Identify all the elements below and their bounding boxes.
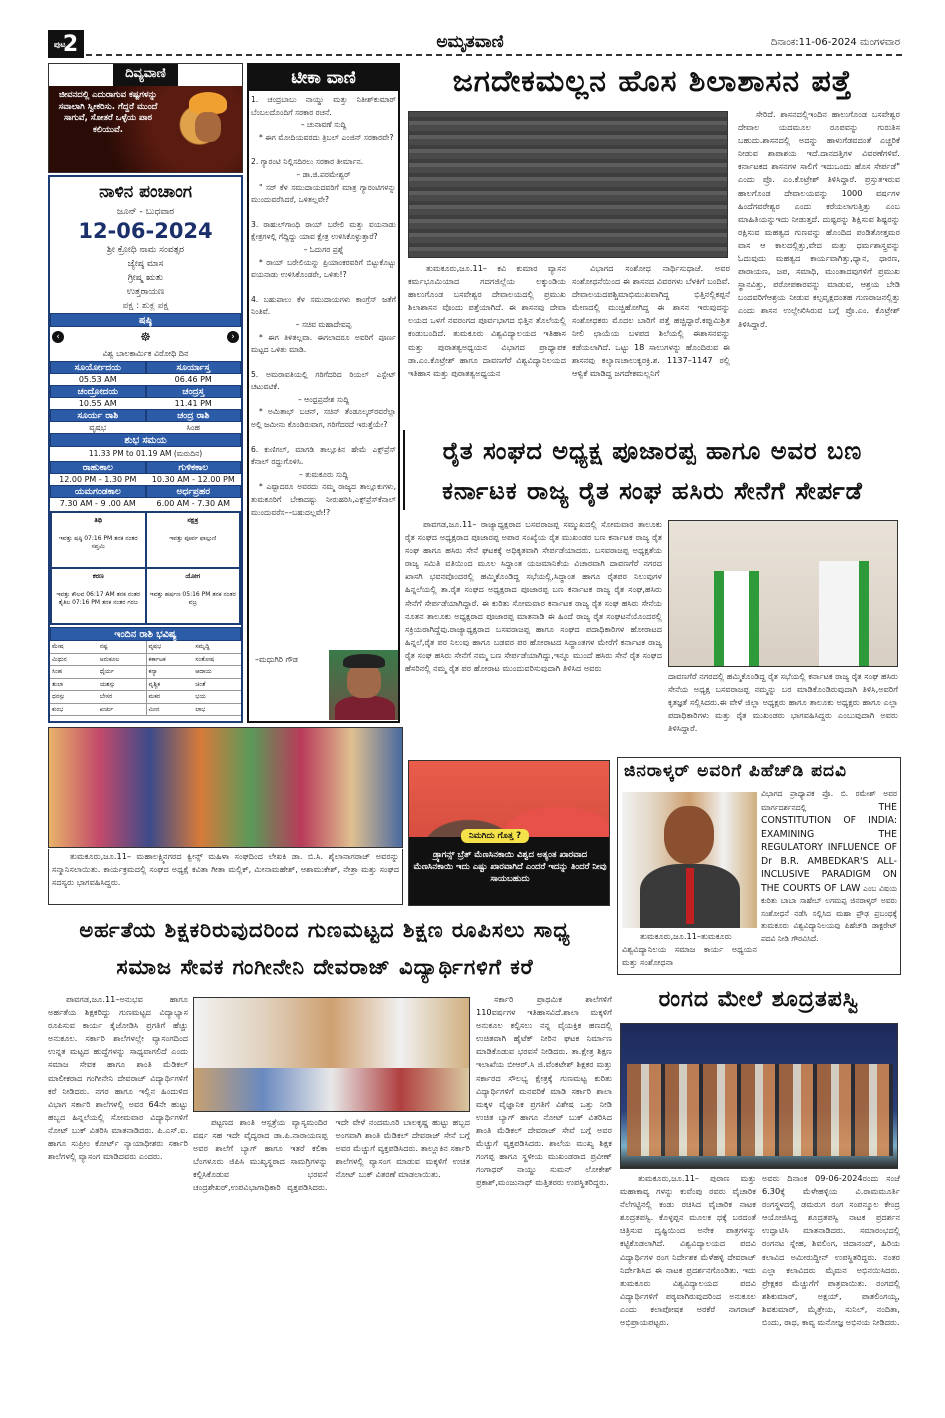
divyavani-box [48, 63, 243, 173]
timing-pair [50, 385, 241, 409]
rashi-prediction: ಸಮೃದ್ಧಿ [193, 641, 241, 654]
phd-story-box [617, 757, 901, 975]
dateline: ದಿನಾಂಕ:11-06-2024 ಮಂಗಳವಾರ [770, 37, 900, 48]
header-divider [86, 54, 902, 56]
timing-label: ಚಂದ್ರ ರಾಶಿ [146, 409, 242, 422]
story3-column: ಪಟ್ಟಣದ ಶಾಂತಿ ಆಸ್ಪತ್ರೆಯ ವ್ಯಾಸ್ಯಮಂದಿರ ವರ್ಷ ಸಹ ಇದೇ ವೈದ್ಯರಾದ ಡಾ.ಪಿ.ನಾರಾಯಣಪ್ಪ ಅವರ ಶಾಲೆಗೆ ಬ್ಯಾಗ್ ಹಾಗೂ ಇತರೆ ಕಲಿಕಾ ಬೆಂಗಳೂರು ಜಿಪಿಸಿ ಮುಖ್ಯಸ್ಥರಾದ ಸಾಮಗ್ರಿಗಳನ್ನು ಕಲ್ಪಿಸಿಕೊಡುವ ಭರವಸೆ ಚಂದ್ರಶೇಖರ್,ಉಪವಿಭಾಗಾಧಿಕಾರಿ ವ್ಯಕ್ತಪಡಿಸಿದರು. ಇದೇ ವೇಳೆ ನಂದಮೂರಿ ಬಾಲಕೃಷ್ಣ ಹುಟ್ಟು ಹಬ್ಬದ ಅಂಗವಾಗಿ ಶಾಂತಿ ಮೆಡಿಕಲ್ ದೇವರಾಜ್ ಸೇನೆ ಬಗ್ಗೆ ಅವರ ಮೆಚ್ಚುಗೆ ವ್ಯಕ್ತಪಡಿಸಿದರು. ತಾಲ್ಲೂಕಿನ ಸರ್ಕಾರಿ ಶಾಲೆಗಳಲ್ಲಿ ವ್ಯಾಸಂಗ ಮಾಡುವ ಮಕ್ಕಳಿಗೆ ಉಚಿತ ನೋಟ್ ಬುಕ್ ವಿತರಣೆ ಮಾಡಲಾಯಿತು. [193, 1117, 470, 1193]
columnist-photo [329, 650, 398, 720]
prev-arrow-icon[interactable]: ‹ [52, 331, 64, 343]
story4-column: ತುಮಕೂರು,ಜೂ.11– ಪುರಾಣ ಮತ್ತು ಮಹಾಕಾವ್ಯ ಗಳನ್ನು ಕುವೆಂಪು ರವರು ವೈಚಾರಿಕ ನೆಲೆಗಟ್ಟಿನಲ್ಲಿ ಕಂಡು ರಚಿಸಿದ ವೈಚಾರಿಕ ನಾಟಕ ಶೂದ್ರತಪಸ್ವಿ. ಕೊಳ್ಳಪ್ಪನ ಮೂಲಕ ಧಕ್ಕೆ ಬರದಂತೆ ಚಿತ್ರಿಸುವ ದೃಷ್ಟಿಯಿಂದ ಅನೇಕ ಪಾತ್ರಗಳನ್ನು ಕಟ್ಟಿಕೊಡಲಾಗಿದೆ. ವಿಶ್ವವಿದ್ಯಾಲಯದ ಪದವಿ ವಿದ್ಯಾರ್ಥಿಗಳ ರಂಗ ನಿರ್ದೇಶಕ ಮೆಳೆಹಳ್ಳಿ ದೇವರಾಜ್ ನಿರ್ದೇಶಿಸಿದ ಈ ನಾಟಕ ಪ್ರದರ್ಶನಗೊಂಡಿತು. ಇದು ತುಮಕೂರು ವಿಶ್ವವಿದ್ಯಾಲಯದ ಪದವಿ ವಿದ್ಯಾರ್ಥಿಗಳಿಗೆ ಪಠ್ಯವಾಗಿರುವುದರಿಂದ ಅನುಕೂಲ ಎಂದು ಕಲಾಪೋಷಕ ಅರಕೆರೆ ನಾಗರಾಜ್ ಅಭಿಪ್ರಾಯಪಟ್ಟರು. [620, 1173, 756, 1328]
rashi-name: ವೃಶ್ಚಿಕ [146, 679, 194, 692]
rashi-prediction: ಅನುಕೂಲ [98, 654, 146, 667]
story1-column: ವಿಭಾಗದ ಸಂಶೋಧ ನಾರ್ಥಿಸುಧಾಜೆ. ಅವರ ಸಂಶೋಧನೆಯಿಂದ ಈ ಶಾಸನದ ವಿವರಗಳು ಬೆಳಕಿಗೆ ಬಂದಿವೆ. ದೇವಾಲಯದಪಶ್ಚಿಮಾಭಿಮುಖವಾಗಿದ್ದ ಭಿತ್ತಿನಲ್ಲಿಕಪ್ಪನೆ ಮೇಣದಲ್ಲಿ ಮುಚ್ಚಿಹೋಗಿದ್ದ ಈ ಶಾಸನ ಇರುವುದನ್ನು ಸಂಶೋಧಕರು ಮೊದಲ ಬಾರಿಗೆ ಪತ್ತೆ ಹಚ್ಚಿದ್ದಾರೆ.ಕಪ್ಪುಮಿಶ್ರಿತ ನೀಲಿ ಛಾಯೆಯ ಬಳಪದ ಶಿಲೆಯಲ್ಲಿ ಈಶಾಸನವನ್ನು ಕಡೆಯಲಾಗಿದೆ. ಒಟ್ಟು 18 ಸಾಲುಗಳನ್ನು ಹೊಂದಿರುವ ಈ ಶಾಸನವು ಕಲ್ಯಾಣಚಾಲುಕ್ಯರಕ್ರಿ.ಶ. 1137–1147 ರಲ್ಲಿ ಆಳ್ವಿಕೆ ಮಾಡಿದ್ದ ಜಗದೇಕಮಲ್ಲನಿಗೆ [572, 263, 730, 378]
phd-body-kn: ವಿಭಾಗದ ಪ್ರಾಧ್ಯಾಪಕ ಪ್ರೊ. ಬಿ. ರಮೇಶ್ ಅವರ ಮಾರ್ಗದರ್ಶನದಲ್ಲಿ [761, 789, 897, 812]
columnist-signature: –ಮಧುಗಿರಿ ಗೌಡ [255, 655, 298, 664]
rashi-name: ಕನ್ಯಾ [146, 666, 194, 679]
tika-vani-column [247, 63, 400, 723]
panchanga-cell [52, 513, 145, 567]
tika-source: – ತುಮಕೂರು ಸುದ್ದಿ [298, 469, 349, 479]
panchanga-cell [147, 569, 240, 623]
tika-source: – ಚುನಾವಣೆ ಸುದ್ದಿ [300, 120, 347, 130]
rashi-name: ಧನಸ್ಸು [50, 691, 98, 704]
tika-comment: * ರಾಯ್ ಬರೇಲಿಯನ್ನು ಪ್ರಿಯಾಂಕರವರಿಗೆ ಬಿಟ್ಟುಕೊಟ್ಟು ವಯನಾಡು ಉಳಿಸಿಕೊಂಡರೇ, ಒಳಿತು!? [251, 257, 396, 280]
tika-vani-title: ಟೀಕಾ ವಾಣಿ [249, 65, 398, 91]
timing-value: ವೃಷಭ [89, 423, 107, 432]
special-day: ವಿಶ್ವ ಬಾಲಕಾರ್ಮಿಕ ವಿರೋಧಿ ದಿನ [102, 349, 189, 358]
timing-label: ಚಂದ್ರೋದಯ [50, 385, 146, 398]
story4-headline: ರಂಗದ ಮೇಲೆ ಶೂದ್ರತಪಸ್ವಿ [658, 987, 860, 1012]
rashi-name: ಕರ್ಕಾಟಕ [146, 654, 194, 667]
timing-label: ಯಮಗಂಡಕಾಲ [50, 485, 146, 498]
timing-label: ಚಂದ್ರಸ್ತ [146, 385, 242, 398]
tika-quote: 5. ಅಮರಾವತಿಯಲ್ಲಿ ಗರಿಗೆದರಿದ ರಿಯಲ್ ಎಸ್ಟೇಟ್ ಚಟುವಟಿಕೆ. [251, 369, 396, 392]
panchanga-cell-title: ಕರಣ [92, 572, 104, 580]
rashi-name: ತುಲಾ [50, 679, 98, 692]
panchanga-day: ಜೂನ್ - ಬುಧವಾರ [116, 207, 175, 217]
tika-quote: 6. ಕುಣಿಗಲ್, ಮಾಗಡಿ ತಾಲ್ಲೂಕಿನ ಹೇಮೆ ಎಕ್ಸ್‌ಪ್ರೆಸ್ ಕೆನಾಲ್ ರದ್ದುಗೊಳಿಸಿ. [251, 444, 396, 467]
panchanga-line: ಶ್ರೀ ಕ್ರೋಧಿ ನಾಮ ಸಂವತ್ಸರ [106, 245, 185, 255]
timing-value: ಸಿಂಹ [186, 423, 200, 432]
tika-quote: 2. ಗ್ಯಾರಂಟಿ ನಿಲ್ಲಿಸದಿರಲು ಸರಕಾರ ತೀರ್ಮಾನ. [251, 157, 364, 167]
tika-source: – ಆಂಧ್ರಪ್ರದೇಶ ಸುದ್ದಿ [297, 394, 350, 404]
tika-quote: 4. ಬಹುಪಾಲು ಕೆಳ ಸಮುದಾಯಗಳು ಕಾಂಗ್ರೆಸ್ ಜತೆಗೆ ನಿಂತಿವೆ. [251, 294, 396, 317]
phd-caption: ತುಮಕೂರು,ಜೂ.11–ತುಮಕೂರು ವಿಶ್ವವಿದ್ಯಾನಿಲಯ ಸಮಾಜ ಕಾರ್ಯ ಅಧ್ಯಯನ ಮತ್ತು ಸಂಶೋಧನಾ [622, 931, 757, 967]
timing-label: ಅರ್ಧಪ್ರಹರ [146, 485, 242, 498]
page-number-badge [48, 30, 84, 58]
tika-source: – ಸಚಿವ ಮಹಾದೇವಪ್ಪ [295, 319, 352, 329]
panchanga-box [48, 175, 243, 723]
tika-comment: " ಸರ್ ಕೆಳ ಸಮುದಾಯದವರಿಗೆ ಮಾತ್ರ ಗ್ಯಾರಂಟಿಗಳನ್ನು ಮುಂದುವರೆಸಿದರೆ, ಒಳಿತಲ್ಲವೇ? [251, 182, 396, 205]
story4-column: ಅವರು ದಿನಾಂಕ 09-06-2024ರಂದು ಸಂಜೆ 6.30ಕ್ಕೆ ಮೆಳೇಹಳ್ಳಿಯ ವಿ.ರಾಮಮೂರ್ತಿ ರಂಗಸ್ಥಳದಲ್ಲಿ ಡಮರುಗ ರಂಗ ಸಂಪನ್ಮೂಲ ಕೇಂದ್ರ ಆಯೋಜಿಸಿದ್ದ ಶೂದ್ರತಪಸ್ವಿ ನಾಟಕ ಪ್ರದರ್ಶನ ಉದ್ಘಾಟಿಸಿ ಮಾತನಾಡಿದರು. ಸಮಾರಂಭದಲ್ಲಿ ರಂಗನಟ ಸ್ನೇಹ, ಶಿವಲಿಂಗ, ಚಿದಾನಂದ್, ಹಿರಿಯ ಕಲಾವಿದ ಅಮೀರುದ್ದೀನ್ ಉಪಸ್ಥಿತರಿದ್ದರು. ನಂತರ ಎಲ್ಲಾ ಕಲಾವಿದರು ಮೈಮನ ಅಭಿನಯಿಸಿದರು. ಪ್ರೇಕ್ಷಕರ ಮೆಚ್ಚುಗೆಗೆ ಪಾತ್ರವಾಯಿತು. ರಂಗದಲ್ಲಿ ಶಶಿಕುಮಾರ್, ಅಕ್ಷಯ್, ಪಾತಲಿಂಗಯ್ಯ, ಶಿವಕುಮಾರ್, ಮೈತ್ರೇಯ, ಸುನಿಲ್, ನಂದಿತಾ, ಬಿಂದು, ರಾಧ, ಕಾವ್ಯ ಮನೋಜ್ಞ ಅಭಿನಯ ನೀಡಿದರು. [762, 1173, 900, 1328]
phd-thesis-title: THE CONSTITUTION OF INDIA: EXAMINING THE REGULATORY INFLUENCE OF Dr B.R. AMBEDKAR'S ALL-INCLUSIVE PARADIGM ON THE COURTS OF LAW [761, 801, 897, 894]
phd-recipient-photo [622, 792, 757, 928]
story1-column: ಸೇರಿದೆ. ಶಾಸನದಲ್ಲಿಇಂದಿನ ಹಾಲುಗೊಂಡ ಬಸವೇಶ್ವರ ದೇವಾಲ ಯದಮೂಲ ರೂಪವನ್ನು ಗುರುತಿಸ ಬಹುದು.ಶಾಸನದಲ್ಲಿ ಅದನ್ನು ಹಾಳುಗೆಡವದಂತೆ ಎಚ್ಚರಿಕೆ ನೀಡುವ ಶಾಪಾಶಯ ಇದೆ.ದಾನದತ್ತಿಗಳ ವಿವರಣೆಗಳಿವೆ. ಕರ್ನಾಟಕದ ಶಾಸನಗಳ ಸಾಲಿಗೆ ಇದುಒಂದು ಹೊಸ ಸೇರ್ಪಡೆ" ಎಂದು ಪ್ರೊ. ಎಂ.ಕೊಟ್ರೇಶ್ ತಿಳಿಸಿದ್ದಾರೆ. ಪ್ರಸ್ತುತಇರುವ ಹಾಲಗೊಂಡ ದೇವಾಲಯವನ್ನು 1000 ವರ್ಷಗಳ ಹಿಂದೆಗವರೇಶ್ವರ ಎಂದು ಕರೆಯಲಾಗುತ್ತಿತ್ತು ಎಂಬ ಮಾಹಿತಿಯನ್ನುಇದು ನೀಡುತ್ತದೆ. ದುಷ್ಟರನ್ನು ಶಿಕ್ಷಿಸುವ ಶಿಷ್ಟರನ್ನು ರಕ್ಷಿಸುವ ಮಹತ್ವದ ಗುಣವನ್ನು ಹೊಂದಿದ ಪಂಡಿತೋತ್ತಮರ ವಾಸ ಆ ಕಾಲದಲ್ಲಿತ್ತು,ವೇದ ಮತ್ತು ಧರ್ಮಶಾಸ್ತ್ರವನ್ನು ಓದುವುದು ಮಹತ್ವದ ಕಾರ್ಯವಾಗಿತ್ತು,ಧ್ಯಾನ, ಧಾರಣ, ಪಾರಾಯಣ, ಜಪ, ಸಮಾಧಿ, ಮುಂತಾದವುಗಳಿಗೆ ಪ್ರಮುಖ ಸ್ಥಾನವಿತ್ತು, ಪರೋಪಕಾರವನ್ನು ಮಾಡುವ, ಆಶ್ರಯ ಬೇಡಿ ಬಂದವರಿಗೆಆಶ್ರಯ ನೀಡುವ ಕಲ್ಪವೃಕ್ಷದಂತಹ ಗುಣರಾಜನಲ್ಲಿತ್ತು ಎಂದು ಶಾಸನ ಉಲ್ಲೇಖಿಸಿರುವ ಬಗ್ಗೆ ಪ್ರೊ.ಎಂ. ಕೊಟ್ರೇಶ್ ತಿಳಿಸಿದ್ದಾರೆ. [738, 109, 900, 329]
notebook-distribution-photo [193, 997, 470, 1112]
story3-headline-line2: ಸಮಾಜ ಸೇವಕ ಗಂಗೀನೇನಿ ದೇವರಾಜ್ ವಿದ್ಯಾರ್ಥಿಗಳಿಗೆ ಕರೆ [116, 955, 534, 979]
rashi-name: ವೃಷಭ [146, 641, 194, 654]
tika-comment: * ಎಷ್ಟಾದರೂ ಅವರದು ನಮ್ಮ ರಾಜ್ಯದ ತಾಲ್ಲೂಕುಗಳು, ತುಮಕೂರಿಗೆ ಬೇಕಾದಷ್ಟು ನೀರುಹರಿಸಿ,ಎಕ್ಸ್‌ಪ್ರೆಸ್‌ಕೆನಾಲ್ ಮುಂದುವರೆಸ––ಬಹುದಲ್ಲವೇ!? [251, 482, 396, 517]
vivekananda-image [49, 86, 242, 172]
story2-headline-line2: ಕರ್ನಾಟಕ ರಾಜ್ಯ ರೈತ ಸಂಘ ಹಸಿರು ಸೇನೆಗೆ ಸೇರ್ಪಡೆ [442, 477, 863, 505]
womens-association-photo [48, 727, 403, 848]
inscription-photo [408, 111, 728, 258]
rashi-prediction: ಭಯ [193, 691, 241, 704]
rashi-name: ಸಿಂಹ [50, 666, 98, 679]
phd-body-kn: ಎಂಬ ವಿಷಯ ಕುರಿತು ಬಾಬಾ ಸಾಹೇಬ್ ಲಗಮಪ್ಪ ಜಿನರಾಳ್ಕರ್ ಅವರು ಸಂಶೋಧನೆ ನಡೆಸಿ ಸಲ್ಲಿಸಿದ ಮಹಾ ಪ್ರೌಢ ಪ್ರಬಂಧಕ್ಕೆ ತುಮಕೂರು ವಿಶ್ವವಿದ್ಯಾನಿಲಯವು ಪಿಹೆಚ್‌ಡಿ ಡಾಕ್ಟರೇಟ್ ಪದವಿ ನೀಡಿ ಗೌರವಿಸಿದೆ. [761, 883, 898, 943]
tika-source: – ಓದುಗರ ಪ್ರಶ್ನೆ [303, 244, 344, 254]
timing-value: 10.55 AM [78, 399, 117, 408]
divyavani-quote: ಜೀವನದಲ್ಲಿ ಎದುರಾಗುವ ಕಷ್ಟಗಳನ್ನು ಸವಾಲಾಗಿ ಸ್ವೀಕರಿಸು. ಗೆದ್ದರೆ ಮುಂದೆ ಸಾಗುವೆ, ಸೋತರೆ ಒಳ್ಳೆಯ ಪಾಠ ಕಲಿಯುವೆ. [58, 90, 158, 135]
timing-value: 05.53 AM [78, 375, 117, 384]
panchanga-cell-text: ಇವತ್ತು ಪೂರ್ವ ಫಾಲ್ಗುಣಿ [169, 535, 217, 542]
panchanga-cell-title: ಯೋಗ [185, 572, 201, 580]
timing-label: ಸೂರ್ಯ ರಾಶಿ [50, 409, 146, 422]
rashi-prediction: ಯಶಸ್ಸು [98, 679, 146, 692]
story1-column: ತುಮಕೂರು,ಜೂ.11– ಕವಿ ಕುಮಾರ ವ್ಯಾಸನ ಕರ್ಮಭೂಮಿಯಾದ ಗದಗಜಿಲ್ಲೆಯ ಲಕ್ಕುಂಡಿಯ ಹಾಲುಗೊಂಡ ಬಸವೇಶ್ವರ ದೇವಾಲಯದಲ್ಲಿ ಪ್ರಮುಖ ಶಿಲಾಶಾಸನ ವೊಂದು ಪತ್ತೆಯಾಗಿದೆ. ಈ ಶಾಸನವು ದೇವಾ ಲಯದ ಒಳಗೆ ನವರಂಗದ ಪೂರ್ವಭಾಗದ ಭಿತ್ತಿನ ತೊಲೆಯಲ್ಲಿ ಕಂಡುಬಂದಿದೆ. ತುಮಕೂರು ವಿಶ್ವವಿದ್ಯಾಲಯದ ಇತಿಹಾಸ ಮತ್ತು ಪುರಾತತ್ವಅಧ್ಯಯನ ವಿಭಾಗದ ಪ್ರಾಧ್ಯಾಪಕ ಡಾ.ಎಂ.ಕೊಟ್ರೇಶ್ ಹಾಗೂ ದಾವಣಗೆರೆ ವಿಶ್ವವಿದ್ಯಾನಿಲಯದ ಇತಿಹಾಸ ಮತ್ತು ಪುರಾತತ್ವಅಧ್ಯಯನ [408, 263, 566, 378]
timing-value: 11.41 PM [174, 399, 212, 408]
story2-headline-line1: ರೈತ ಸಂಘದ ಅಧ್ಯಕ್ಷ ಪೂಜಾರಪ್ಪ ಹಾಗೂ ಅವರ ಬಣ [442, 437, 863, 465]
page-label: ಪುಟ [53, 39, 66, 49]
rashi-prediction: ಸಂತೋಷ [193, 654, 241, 667]
tika-item [251, 294, 396, 357]
rashi-title: ಇಂದಿನ ರಾಶಿ ಭವಿಷ್ಯ [50, 627, 241, 641]
tika-item [251, 444, 396, 520]
story3-headline-line1: ಅರ್ಹತೆಯ ಶಿಕ್ಷಕರಿರುವುದರಿಂದ ಗುಣಮಟ್ಟದ ಶಿಕ್ಷಣ ರೂಪಿಸಲು ಸಾಧ್ಯ [79, 918, 571, 942]
rashi-prediction: ನಷ್ಟ [98, 641, 146, 654]
story2-body: ಪಾವಗಡ,ಜೂ.11– ರಾಜ್ಯಾಧ್ಯಕ್ಷರಾದ ಬಸವರಾಜಪ್ಪ ಸಮ್ಮುಖದಲ್ಲಿ ಸೋಮವಾರ ತಾಲೂಕು ರೈತ ಸಂಘದ ಅಧ್ಯಕ್ಷರಾದ ಪೂಜಾರಪ್ಪ ಅಪಾರ ಸಂಖ್ಯೆಯ ರೈತ ಮುಖಂಡರ ಬಣ ಕರ್ನಾಟಕ ರಾಜ್ಯ ರೈತ ಸಂಘ ಹಾಗೂ ಹಸಿರು ಸೇನೆ ಘಟಕಕ್ಕೆ ಅಧಿಕೃತವಾಗಿ ಸೇರ್ಪಡೆಯಾದರು. ಬಸವರಾಜಪ್ಪ ಅಧ್ಯಕ್ಷತೆಯ ರಾಜ್ಯ ಸಮಿತಿ ವತಿಯಿಂದ ಮೂಲ ಸಿದ್ದಾಂತ ಯಜಮಾನಿಕೆಯ ವಿಚಾರವಾಗಿ ದಾವಣಗೆರೆ ನಗರದ ಖಾಸಗಿ ಭವನವೊಂದರಲ್ಲಿ ಹಮ್ಮಿಕೊಂಡಿದ್ದ ಸಭೆಯಲ್ಲಿ,ಸಿದ್ಧಾಂತ ಹಾಗೂ ರೈತಪರ ನಿಲುವುಗಳ ಹಿನ್ನಲೆಯಲ್ಲಿ ತಾ.ರೈತ ಸಂಘದ ಅಧ್ಯಕ್ಷರಾದ ಪೂಜಾರಪ್ಪ ಬಣ ಕರ್ನಾಟಕ ರಾಜ್ಯ ರೈತ ಸಂಘ,ಹಸಿರು ಸೇನೆಗೆ ಸೇರ್ಪಡೆಯಾಗಿದ್ದಾರೆ. ಈ ಕುರಿತು ಸೋಮವಾರ ಕರ್ನಾಟಕ ರಾಜ್ಯ ರೈತ ಸಂಘ ಹಸಿರು ಸೇನೆಯ ನೂತನ ತಾಲೂಕು ಅಧ್ಯಕ್ಷರಾದ ಪೂಜಾರಪ್ಪ ಮಾತನಾಡಿ ಈ ಹಿಂದೆ ರಾಜ್ಯ ರೈತ ಸಂಘಟನೆಯೊಂದರಲ್ಲಿ ಸಕ್ರಿಯರಾಗಿದ್ದೆವು.ರಾಜ್ಯಾಧ್ಯಕ್ಷರಾದ ಬಸವರಾಜಪ್ಪ ಹಾಗೂ ಸಂಘದ ಪದಾಧಿಕಾರಿಗಳ ಹೋರಾಟದ ಹಿನ್ನಲೆ,ರೈತ ಪರ ನಿಲುವು ಹಾಗೂ ಬಡವರ ಪರ ಹೋರಾಟದ ಸಿದ್ಧಾಂತಗಳ ಮೇರೆಗೆ ಕರ್ನಾಟಕ ರಾಜ್ಯ ರೈತ ಸಂಘ ಹಸಿರು ಸೇನೆಗೆ ನಮ್ಮ ಬಣ ಸೇರ್ಪಡೆಯಾಗಿದ್ದು,ಇನ್ನೂ ಮುಂದೆ ಹಸಿರು ಸೇನೆ ರೈತ ಸಂಘದ ಹೆಸರಿನಲ್ಲಿ ನಮ್ಮ ರೈತ ಪರ ಹೋರಾಟ ಮುಂದುವರಿಸುವುದಾಗಿ ತಿಳಿಸಿದ ಅವರು [405, 519, 662, 674]
panchanga-line: ಜ್ಯೇಷ್ಠ ಮಾಸ [127, 259, 164, 269]
rashi-prediction: ಲಾಭ [193, 704, 241, 717]
did-you-know-badge: ನಿಮಗಿದು ಗೊತ್ತ ? [461, 829, 529, 843]
tika-comment: * ಈಗ ಮೋದಿಯವರದು ತ್ರಿಬಲ್ ಎಂಜಿನ್ ಸರಕಾರವೇ? [259, 132, 394, 142]
timing-pair [50, 485, 241, 509]
shubha-label: ಶುಭ ಸಮಯ [50, 433, 241, 447]
tika-item [251, 156, 396, 206]
timing-label: ಸೂರ್ಯಾಸ್ತ [146, 361, 242, 374]
rashi-name: ಮಕರ [146, 691, 194, 704]
womens-association-caption: ತುಮಕೂರು,ಜೂ.11– ಮಹಾಲಕ್ಷ್ಮಿನಗರದ ಕ್ವೀನ್ಸ್ ಮಹಿಳಾ ಸಂಘದಿಂದ ಲೇಖಕಿ ಡಾ. ಬಿ.ಸಿ. ಶೈಲಾನಾಗರಾಜ್ ಅವರನ್ನು ಸನ್ಮಾನಿಸಲಾಯಿತು. ಕಾರ್ಯಕ್ರಮದಲ್ಲಿ ಸಂಘದ ಅಧ್ಯಕ್ಷೆ ಕವಿತಾ ಗೀತಾ ಮಲ್ಲಿಕ್, ಮೀನಾಮಹೇಶ್, ಆಶಾಮುಕೇಶ್, ನೇತ್ರಾ ಮತ್ತು ಸಂಘದ ಸದಸ್ಯರು ಭಾಗವಹಿಸಿದ್ದರು. [48, 849, 403, 905]
timing-value: 06.46 PM [174, 375, 212, 384]
drama-stage-photo [620, 1023, 898, 1169]
timing-value: 10.30 AM - 12.00 PM [151, 475, 235, 484]
panchanga-date: 12-06-2024 [78, 219, 213, 243]
panchanga-cell-text: ಇವತ್ತು ಹರ್ಷಣ 05:16 PM ತನಕ ನಂತರ ವಜ್ರ [149, 591, 236, 606]
divyavani-title: ದಿವ್ಯವಾಣಿ [113, 64, 178, 86]
rashi-prediction: ಖರ್ಚು [98, 704, 146, 717]
tika-comment: * ಅಮಿತಾಭ್ ಬಚನ್, ಸಚಿನ್ ತೆಂಡೂಲ್ಕರ್‌ರವರೆಲ್ಲಾ ಅಲ್ಲಿ ಜಮೀನು ಕೊಂಡಿರುವಾಗ, ಗರಿಗೆದರದೆ ಇರುತ್ತೆಯೇ? [251, 407, 396, 430]
rashi-prediction: ಧೈರ್ಯ [98, 666, 146, 679]
panchanga-line: ಉತ್ತರಾಯಣ [126, 287, 165, 297]
panchanga-cell-text: ಇವತ್ತು ಕೌಲವ 06:17 AM ತನಕ ನಂತರ ತೈತಿಲ 07:16 PM ತನಕ ನಂತರ ಗರಜ [56, 591, 141, 606]
did-you-know-text: ಡ್ರ್ಯಾಗನ್ಸ್ ಬ್ರೆತ್ ಮೆಣಸಿನಕಾಯಿ ವಿಶ್ವದ ಅತ್ಯಂತ ಖಾರವಾದ ಮೆಣಸಿನಕಾಯಿ ಇದು ಎಷ್ಟು ಖಾರವಾಗಿದೆ ಎಂದರೆ ಇದನ್ನು ತಿಂದರೆ ನೀವು ಸಾಯಬಹುದು [413, 850, 607, 884]
tika-item [251, 219, 396, 282]
page-number: 2 [62, 31, 79, 57]
phd-headline: ಜಿನರಾಳ್ಕರ್ ಅವರಿಗೆ ಪಿಹೆಚ್‌ಡಿ ಪದವಿ [624, 761, 847, 781]
timing-value: 7.30 AM - 9 .00 AM [59, 499, 136, 508]
story3-column: ಸರ್ಕಾರಿ ಪ್ರಾಥಮಿಕ ಶಾಲೆಗಳಿಗೆ 110ವರ್ಷಗಳ ಇತಿಹಾಸವಿದೆ.ಶಾಲಾ ಮಕ್ಕಳಿಗೆ ಅನುಕೂಲ ಕಲ್ಪಿಸಲು ನನ್ನ ವೈಯಕ್ತಿಕ ಹಣದಲ್ಲಿ ಉಚಿತವಾಗಿ ಹೈಟೆಕ್ ನೀರಿನ ಘಟಕ ನಿರ್ಮಾಣ ಮಾಡಿಕೊಡುವ ಭರವಸೆ ನೀಡಿದರು. ತಾ.ಕ್ಷೇತ್ರ ಶಿಕ್ಷಣ ಇಲಾಖೆಯ ಬೀಆರ್.ಸಿ ಜಿ.ವೆಂಕಟೇಶ್ ಶಿಕ್ಷಕರ ಮತ್ತು ಸರ್ಕಾರದ ಸೌಲಭ್ಯ ಕ್ಷೇತ್ರಕ್ಕೆ ಗುಣಮಟ್ಟ ಕುರಿತು ವಿದ್ಯಾರ್ಥಿಗಳಿಗೆ ಮನವರಿಕೆ ಮಾಡಿ ಸರ್ಕಾರಿ ಶಾಲಾ ಮಕ್ಕಳ ವೈಜ್ಞಾನಿಕ ಪ್ರಗತಿಗೆ ವಿಶೇಷ ಒತ್ತು ನೀಡಿ ಉಚಿತ ಬ್ಯಾಗ್ ಹಾಗೂ ನೋಟ್ ಬುಕ್ ವಿತರಿಸಿದ ಶಾಂತಿ ಮೆಡಿಕಲ್ ದೇವರಾಜ್ ಸೇವೆ ಬಗ್ಗೆ ಅವರ ಮೆಚ್ಚುಗೆ ವ್ಯಕ್ತಪಡಿಸಿದರು. ಶಾಲೆಯ ಮುಖ್ಯ ಶಿಕ್ಷಕ ಗಂಗಪ್ಪ ಹಾಗೂ ಸ್ಥಳೀಯ ಮುಖಂಡರಾದ ಪ್ರವೀಣ್ ಗಂಗಾಧರ್ ನಾಯ್ಡು ಸುಮನ್ ಲೋಕೇಶ್ ಪ್ರಕಾಶ್,ಮಂಜುನಾಥ್ ಮತ್ತಿತರರು ಉಪಸ್ಥಿತರಿದ್ದರು. [476, 994, 612, 1188]
timing-pair [50, 461, 241, 485]
story1-headline: ಜಗದೇಕಮಲ್ಲನ ಹೊಸ ಶಿಲಾಶಾಸನ ಪತ್ತೆ [452, 64, 853, 99]
timing-label: ಗುಳಿಕಕಾಲ [146, 461, 242, 474]
tika-quote: 3. ರಾಹುಲ್‌ಗಾಂಧಿ ರಾಯ್ ಬರೇಲಿ ಮತ್ತು ವಯನಾಡು ಕ್ಷೇತ್ರಗಳಲ್ಲಿ ಗೆದ್ದಿದ್ದು ಯಾವ ಕ್ಷೇತ್ರ ಉಳಿಸಿಕೊಳ್ಳುತ್ತಾರೆ? [251, 219, 396, 242]
timing-label: ರಾಹುಕಾಲ [50, 461, 146, 474]
rashi-name: ಮೀನ [146, 704, 194, 717]
rashi-prediction: ಬೇಸರ [98, 691, 146, 704]
tika-item [251, 369, 396, 432]
tika-comment: * ಈಗ ತಿಳಿತಲ್ಲವಾ. ಈಗಲಾದರೂ ಅವರಿಗೆ ಪೂರ್ಣ ಮಟ್ಟದ ಒಳಿತು ಮಾಡಿ. [251, 332, 396, 355]
timing-label: ಸೂರ್ಯೋದಯ [50, 361, 146, 374]
story2-caption: ದಾವಣಗೆರೆ ನಗರದಲ್ಲಿ ಹಮ್ಮಿಕೊಂಡಿದ್ದ ರೈತ ಸಭೆಯಲ್ಲಿ ಕರ್ನಾಟಕ ರಾಜ್ಯ ರೈತ ಸಂಘ ಹಸಿರು ಸೇನೆಯ ಅಧ್ಯಕ್ಷ ಬಸವರಾಜಪ್ಪ ನಮ್ಮನ್ನು ಬರ ಮಾಡಿಕೊಂಡಿರುವುದಾಗಿ ತಿಳಿಸಿ,ಅವರಿಗೆ ಕೃತಜ್ಞತೆ ಸಲ್ಲಿಸಿದರು.ಈ ವೇಳೆ ಜಿಲ್ಲಾ ಅಧ್ಯಕ್ಷರು ಹಾಗೂ ತಾಲೂಕು ಅಧ್ಯಕ್ಷರು ಹಾಗೂ ಎಲ್ಲಾ ಪದಾಧಿಕಾರಿಗಳು ಮತ್ತು ರೈತ ಮುಖಂಡರು ಭಾಗವಹಿಸಿದ್ದರು ಎಂಬುವುದಾಗಿ ಅವರು ತಿಳಿಸಿದ್ದಾರೆ. [668, 671, 898, 733]
tithi-bar: ಷಷ್ಠಿ [50, 313, 241, 327]
panchanga-cell [52, 569, 145, 623]
rashi-name: ಮಿಥುನ [50, 654, 98, 667]
did-you-know-card [408, 760, 610, 906]
tika-source: – ಡಾ.ಜಿ.ಪರಮೇಶ್ವರ್ [296, 169, 351, 179]
timing-value: 12.00 PM - 1.30 PM [59, 475, 137, 484]
tika-quote: 1. ಚಂದ್ರಬಾಬು ನಾಯ್ಡು ಮತ್ತು ನಿತೀಶ್‌ಕುಮಾರ್ ಬೆಂಬಲದೊಂದಿಗೆ ಸರಕಾರ ರಚನೆ. [251, 95, 396, 117]
panchanga-cell-title: ತಿಥಿ [94, 516, 103, 524]
phd-body [761, 788, 897, 945]
panchanga-cell [147, 513, 240, 567]
story3-column: ಪಾವಗಡ,ಜೂ.11–ಅನುಭವ ಹಾಗೂ ಅರ್ಹತೆಯ ಶಿಕ್ಷಕರಿದ್ದು ಗುಣಮಟ್ಟದ ವಿದ್ಯಾಭ್ಯಾಸ ರೂಪಿಸುವ ಕಾರ್ಯ ಕೈಜೋಡಿಸಿ ಪ್ರಗತಿಗೆ ಹೆಚ್ಚು ಅನುಕೂಲ. ಸರ್ಕಾರಿ ಶಾಲೆಗಳಲ್ಲೇ ವ್ಯಾಸಂಗದಿಂದ ಉನ್ನತ ಮಟ್ಟದ ಹುದ್ದೆಗಳನ್ನು ಸಾಧ್ಯವಾಗಲಿದೆ ಎಂದು ಸಮಾಜ ಸೇವಕ ಹಾಗೂ ಶಾಂತಿ ಮೆಡಿಕಲ್ ಮಾಲೀಕರಾದ ಗಂಗೀನೇನಿ ದೇವರಾಜ್ ವಿದ್ಯಾರ್ಥಿಗಳಿಗೆ ಕರೆ ನೀಡಿದರು. ನಗರ ಹಾಗೂ ಇಲ್ಲಿನ ಹಿಂದುಳಿದ ವಿಭಾಗ ಸರ್ಕಾರಿ ಶಾಲೆಗಳಲ್ಲಿ ಅವರ 64ನೇ ಹುಟ್ಟು ಹಬ್ಬದ ಹಿನ್ನಲೆಯಲ್ಲಿ ಸೋಮವಾರ ವಿದ್ಯಾರ್ಥಿಗಳಿಗೆ ನೋಟ್ ಬುಕ್ ವಿತರಿಸಿ ಮಾತನಾಡಿದರು. ಪಿ.ಎಸ್.ಐ. ಹಾಗೂ ಸುಪ್ರೀಂ ಕೋರ್ಟ್ ನ್ಯಾಯಾಧೀಶರು ಸರ್ಕಾರಿ ಶಾಲೆಗಳಲ್ಲಿ ವ್ಯಾಸಂಗ ಮಾಡಿದವರು ಎಂದರು. [48, 994, 188, 1162]
masthead: ಅಮೃತವಾಣಿ [436, 32, 504, 52]
panchanga-paksha: ಪಕ್ಷ : ಶುಕ್ಲ ಪಕ್ಷ [122, 301, 169, 311]
rashi-name: ಮೇಷ [50, 641, 98, 654]
timing-pair [50, 409, 241, 433]
rashi-prediction: ಆದಾಯ [193, 666, 241, 679]
panchanga-title: ನಾಳಿನ ಪಂಚಾಂಗ [99, 182, 192, 202]
shubha-value: 11.33 PM to 01.19 AM (ಮರುದಿನ) [88, 449, 203, 458]
panchanga-line: ಗ್ರೀಷ್ಮ ಋತು [127, 273, 164, 283]
panchanga-cell-title: ನಕ್ಷತ್ರ [187, 516, 199, 524]
farmers-meeting-photo [668, 520, 898, 667]
panchanga-cell-text: ಇವತ್ತು ಷಷ್ಠಿ 07:16 PM ತನಕ ನಂತರ ಸಪ್ತಮಿ [58, 535, 138, 550]
timing-value: 6.00 AM - 7.30 AM [156, 499, 230, 508]
timing-pair [50, 361, 241, 385]
rashi-name: ಕುಂಭ [50, 704, 98, 717]
rashi-prediction: ಚಿಂತೆ [193, 679, 241, 692]
next-arrow-icon[interactable]: › [227, 331, 239, 343]
tika-item [251, 94, 396, 144]
deity-icon: ☸ [140, 330, 151, 344]
